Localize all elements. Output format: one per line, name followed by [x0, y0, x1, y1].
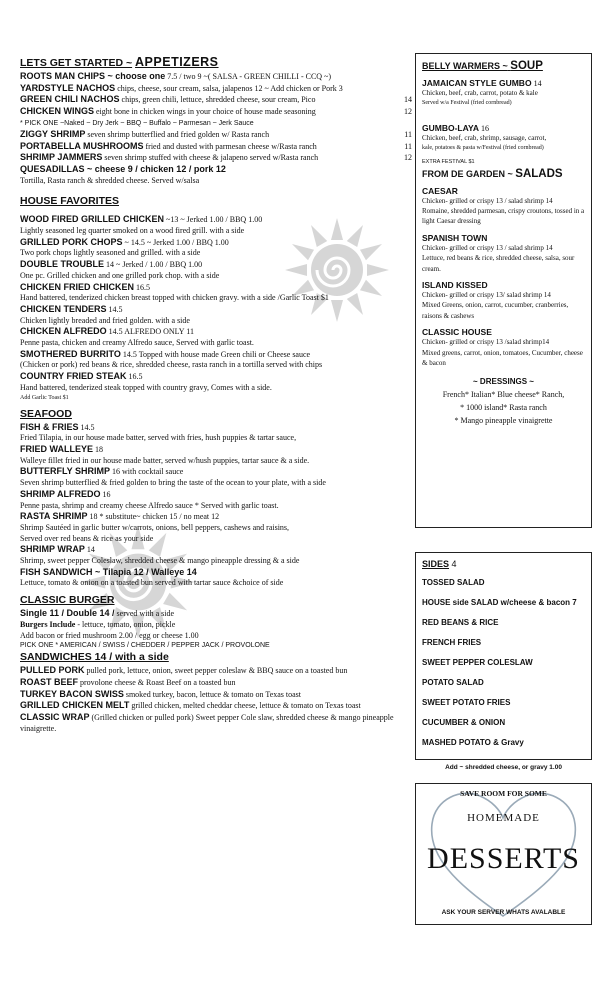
seafood-item-name: FRIED WALLEYE — [20, 443, 94, 454]
desserts-bottom-text: ASK YOUR SERVER WHATS AVALABLE — [441, 909, 566, 916]
house-item-name: SMOTHERED BURRITO — [20, 348, 121, 359]
house-item-name: WOOD FIRED GRILLED CHICKEN — [20, 214, 164, 225]
house-item-desc: (Chicken or pork) red beans & rice, shredded cheese, rasta ranch in a tortilla served with chips — [20, 360, 323, 370]
seafood-item-title — [20, 567, 412, 579]
soup-price: 16 — [479, 123, 489, 133]
side-item: MASHED POTATO & Gravy — [422, 738, 524, 747]
seafood-item-desc: Fried Tilapia, in our house made batter, served with fries, hush puppies & tartar sauce, — [20, 433, 297, 443]
quesadilla-desc: Tortilla, Rasta ranch & shredded cheese. Served w/salsa — [20, 175, 200, 185]
soup-desc2: Served w/a Festival (fried cornbread) — [422, 100, 512, 107]
burger-line1 — [20, 608, 412, 620]
dressing-line: * Mango pineapple vinaigrette — [454, 415, 553, 425]
burger-includes — [20, 620, 412, 631]
sandwich-text — [20, 677, 412, 689]
soup-heading — [422, 60, 585, 72]
house-item-desc: Lightly seasoned leg quarter smoked on a wood fired grill. with a side — [20, 226, 245, 236]
seafood-item-desc: Penne pasta, shrimp and creamy cheese Alfredo sauce * Served with garlic toast. — [20, 500, 279, 510]
salad-desc: Lettuce, red beans & rice, shredded cheese, salsa, sour cream. — [422, 254, 575, 273]
salad-price: Chicken- grilled or crispy 13 / salad shrimp 14 — [422, 196, 553, 205]
appetizer-desc: chips, green chili, lettuce, shredded cheese, sour cream, Pico — [119, 95, 316, 105]
appetizer-name: SHRIMP JAMMERS — [20, 152, 103, 163]
appetizers-heading — [20, 55, 412, 69]
side-item: CUCUMBER & ONION — [422, 718, 506, 727]
salad-desc: Mixed Greens, onion, carrot, cucumber, cranberries, raisons & cashews — [422, 301, 569, 320]
side-item: SWEET POTATO FRIES — [422, 698, 511, 707]
appetizer-row — [20, 83, 412, 95]
salads-heading-title: SALADS — [515, 167, 563, 180]
sandwiches-list — [20, 665, 412, 734]
soup-list — [422, 78, 585, 154]
sandwich-name: CLASSIC WRAP — [20, 712, 90, 723]
seafood-item-name: FISH & FRIES — [20, 421, 79, 432]
house-item-desc: Hand battered, tenderized chicken breast topped with chicken gravy. with a side /Garlic Toast $1 — [20, 293, 329, 303]
desserts-box — [415, 783, 592, 925]
appetizer-name: QUESADILLAS ~ cheese 9 / chicken 12 / pork 12 — [20, 163, 226, 174]
sandwich-text — [20, 700, 412, 712]
desserts-top-text: SAVE ROOM FOR SOME — [460, 789, 547, 798]
seafood-item-suffix: 14 — [84, 545, 95, 555]
house-item-title-row — [20, 349, 412, 361]
house-item-suffix: 16.5 — [126, 372, 143, 382]
appetizer-price: 12 — [404, 107, 412, 117]
appetizer-text — [20, 94, 392, 106]
extra-festival: EXTRA FESTIVAL $1 — [422, 158, 475, 165]
seafood-item-desc: Walleye fillet fried in our house made batter, served w/hush puppies, tartar sauce & a side. — [20, 455, 310, 465]
seafood-item-desc: Shrimp Sautéed in garlic butter w/carrots, onions, bell peppers, cashews and raisins, — [20, 522, 290, 532]
appetizers-list — [20, 71, 412, 176]
seafood-item-title — [20, 544, 412, 556]
burger-cheese-pick: PICK ONE * AMERICAN / SWISS / CHEDDER / PEPPER JACK / PROVOLONE — [20, 642, 270, 650]
seafood-item-suffix: 18 * substitute~ chicken 15 / no meat 12 — [87, 512, 220, 522]
house-item-title — [20, 237, 412, 249]
dressing-line: French* Italian* Blue cheese* Ranch, — [442, 389, 565, 399]
soup-name-row — [422, 123, 585, 133]
appetizer-row — [20, 141, 412, 153]
sandwich-row — [20, 665, 412, 677]
house-item-title-row — [20, 304, 412, 316]
seafood-item-name: FISH SANDWICH ~ Tilapia 12 / Walleye 14 — [20, 566, 197, 577]
burger-includes-text: - lettuce, tomato, onion, pickle — [75, 619, 176, 629]
appetizer-desc: seven shrimp butterflied and fried golden w/ Rasta ranch — [85, 129, 270, 139]
appetizer-desc: 7.5 / two 9 ~( SALSA - GREEN CHILLI - CCQ ~) — [165, 72, 332, 81]
appetizer-text — [20, 152, 392, 164]
salads-heading-pre: FROM DE GARDEN ~ — [422, 168, 513, 179]
appetizer-row — [20, 129, 412, 141]
side-item: TOSSED SALAD — [422, 578, 485, 587]
burger-addon: Add bacon or fried mushroom 2.00 / egg or cheese 1.00 — [20, 630, 199, 640]
seafood-item-desc: Shrimp, sweet pepper Coleslaw, shredded cheese & mango pineapple dressing & a side — [20, 556, 300, 566]
sandwich-text — [20, 712, 412, 734]
appetizer-name: ROOTS MAN CHIPS ~ choose one — [20, 71, 166, 81]
soup-desc: Chicken, beef, crab, carrot, potato & kale — [422, 89, 538, 97]
seafood-item-title-row — [20, 466, 412, 478]
house-item-title — [20, 214, 412, 226]
seafood-item-title-row — [20, 489, 412, 501]
house-item-name: CHICKEN ALFREDO — [20, 326, 107, 337]
appetizer-row — [20, 106, 412, 118]
house-item-title — [20, 259, 412, 271]
salads-heading — [422, 168, 585, 180]
appetizer-desc: eight bone in chicken wings in your choice of house made seasoning — [94, 107, 316, 117]
appetizer-text — [20, 129, 392, 141]
seafood-item-title-row — [20, 567, 412, 579]
appetizer-price: 12 — [404, 153, 412, 163]
sides-heading — [422, 559, 585, 569]
side-item: POTATO SALAD — [422, 678, 484, 687]
seafood-item-name: SHRIMP WRAP — [20, 544, 85, 555]
house-item-name: GRILLED PORK CHOPS — [20, 236, 123, 247]
house-item-title — [20, 282, 412, 294]
sides-price: 4 — [451, 559, 457, 569]
sandwich-row — [20, 700, 412, 712]
seafood-item-title-row — [20, 544, 412, 556]
house-item-title-row — [20, 282, 412, 294]
sandwich-row — [20, 677, 412, 689]
appetizer-text — [20, 164, 392, 176]
house-item-title — [20, 349, 412, 361]
sandwich-desc: pulled pork, lettuce, onion, sweet pepper coleslaw & BBQ sauce on a toasted bun — [84, 666, 348, 676]
appetizer-text — [20, 118, 392, 129]
soup-heading-title: SOUP — [510, 60, 543, 72]
burger-heading: CLASSIC BURGER — [20, 594, 115, 607]
dressings-heading: ~ DRESSINGS ~ — [473, 376, 534, 386]
appetizer-text — [20, 71, 392, 83]
sides-box — [415, 552, 592, 760]
house-item-desc: Hand battered, tenderized steak topped with country gravy, Comes with a side. — [20, 382, 272, 392]
house-item-title — [20, 371, 412, 383]
salad-name: CLASSIC HOUSE — [422, 327, 492, 338]
appetizer-price: 14 — [404, 95, 412, 105]
garlic-toast-note: Add Garlic Toast $1 — [20, 394, 69, 401]
seafood-list — [20, 422, 412, 590]
house-item-name: DOUBLE TROUBLE — [20, 259, 104, 270]
sandwich-name: PULLED PORK — [20, 665, 85, 676]
desserts-title: DESSERTS — [427, 842, 580, 875]
soup-name: GUMBO-LAYA — [422, 122, 479, 133]
house-item-title — [20, 304, 412, 316]
side-item: SWEET PEPPER COLESLAW — [422, 658, 533, 667]
house-item-suffix: 14.5 ALFREDO ONLY 11 — [106, 327, 194, 337]
seafood-item-suffix: 16 — [100, 489, 111, 499]
appetizer-name: GREEN CHILI NACHOS — [20, 94, 120, 105]
seafood-item-title — [20, 489, 412, 501]
sandwiches-heading: SANDWICHES 14 / with a side — [20, 651, 169, 664]
dressing-line: * 1000 island* Rasta ranch — [460, 402, 547, 412]
soup-price: 14 — [531, 79, 542, 88]
side-item: HOUSE side SALAD w/cheese & bacon 7 — [422, 598, 577, 607]
side-item: FRENCH FRIES — [422, 638, 482, 647]
sides-note: Add ~ shredded cheese, or gravy 1.00 — [445, 764, 562, 771]
salad-list — [422, 186, 585, 369]
house-favorites-heading: HOUSE FAVORITES — [20, 195, 119, 208]
salad-price: Chicken- grilled or crispy 13 / salad shrimp 14 — [422, 243, 553, 252]
house-item-name: CHICKEN FRIED CHICKEN — [20, 281, 135, 292]
salad-name: ISLAND KISSED — [422, 280, 488, 291]
house-item-suffix: 16.5 — [134, 282, 151, 292]
seafood-item-desc: Lettuce, tomato & onion on a toasted bun served with tartar sauce &choice of side — [20, 578, 284, 588]
sandwich-text — [20, 665, 412, 677]
appetizer-name: CHICKEN WINGS — [20, 106, 94, 117]
appetizer-text — [20, 141, 392, 153]
menu-left-column — [20, 55, 412, 734]
soup-desc: Chicken, beef, crab, shrimp, sausage, carrot, — [422, 133, 547, 142]
seafood-item-title — [20, 466, 412, 478]
house-item-desc: Chicken lightly breaded and fried golden. with a side — [20, 315, 190, 325]
appetizer-name: YARDSTYLE NACHOS — [20, 82, 116, 93]
appetizer-desc: * PICK ONE ~Naked ~ Dry Jerk ~ BBQ ~ Buffalo ~ Parmesan ~ Jerk Sauce — [20, 119, 254, 127]
seafood-item-title-row — [20, 444, 412, 456]
house-item-desc: Penne pasta, chicken and creamy Alfredo sauce, Served with garlic toast. — [20, 338, 254, 348]
sides-list — [422, 573, 585, 753]
appetizer-price: 11 — [404, 141, 412, 151]
appetizer-row — [20, 118, 412, 129]
seafood-item-title-row — [20, 422, 412, 434]
dressings-list — [422, 388, 585, 427]
appetizers-heading-pre: LETS GET STARTED ~ — [20, 57, 133, 69]
seafood-item-title — [20, 444, 412, 456]
sandwich-name: GRILLED CHICKEN MELT — [20, 700, 130, 711]
seafood-item-desc: Seven shrimp butterflied & fried golden to bring the taste of the ocean to your plate, with a side — [20, 478, 326, 488]
appetizer-name: PORTABELLA MUSHROOMS — [20, 140, 144, 151]
salad-name: SPANISH TOWN — [422, 232, 488, 243]
appetizer-desc: seven shrimp stuffed with cheese & jalapeno served w/Rasta ranch — [102, 153, 319, 163]
seafood-item-name: SHRIMP ALFREDO — [20, 488, 101, 499]
sandwich-text — [20, 689, 412, 701]
sandwich-desc: (Grilled chicken or pulled pork) Sweet pepper Cole slaw, shredded cheese & mango pineapple vinaigrette. — [20, 713, 394, 733]
house-favorites-list — [20, 214, 412, 393]
sandwich-desc: provolone cheese & Roast Beef on a toasted bun — [78, 677, 236, 687]
appetizer-desc: chips, cheese, sour cream, salsa, jalapenos 12 ~ Add chicken or Pork 3 — [115, 83, 343, 93]
house-item-suffix: 14.5 — [106, 304, 123, 314]
seafood-item-suffix: 16 with cocktail sauce — [110, 467, 184, 477]
house-item-desc: One pc. Grilled chicken and one grilled pork chop. with a side — [20, 270, 220, 280]
appetizer-row — [20, 152, 412, 164]
appetizer-price: 11 — [404, 129, 412, 139]
soup-salads-box — [415, 53, 592, 528]
house-item-title-row — [20, 214, 412, 226]
seafood-item-name: BUTTERFLY SHRIMP — [20, 466, 111, 477]
salad-price: Chicken- grilled or crispy 13/ salad shrimp 14 — [422, 291, 551, 300]
appetizer-text — [20, 106, 392, 118]
seafood-item-suffix: 14.5 — [78, 422, 95, 432]
sides-heading-title: SIDES — [422, 559, 450, 569]
soup-name-row — [422, 78, 585, 88]
seafood-item-title — [20, 511, 412, 523]
house-item-title-row — [20, 237, 412, 249]
appetizers-heading-title: APPETIZERS — [135, 55, 219, 69]
sandwich-name: ROAST BEEF — [20, 676, 79, 687]
salad-price: Chicken- grilled or crispy 13 /salad shrimp14 — [422, 338, 550, 347]
sandwich-row — [20, 712, 412, 734]
house-item-suffix: ~ 14.5 ~ Jerked 1.00 / BBQ 1.00 — [122, 237, 229, 247]
house-item-suffix: ~13 ~ Jerked 1.00 / BBQ 1.00 — [164, 215, 263, 225]
house-item-suffix: 14.5 Topped with house made Green chili or Cheese sauce — [120, 349, 311, 359]
burger-includes-label: Burgers Include — [20, 619, 76, 629]
seafood-item-desc: Served over red beans & rice as your side — [20, 533, 154, 543]
salad-desc: Mixed greens, carrot, onion, tomatoes, Cucumber, cheese & bacon — [422, 348, 583, 368]
burger-sizes: Single 11 / Double 14 / — [20, 608, 115, 619]
burger-served: served with a side — [114, 609, 175, 619]
house-item-name: COUNTRY FRIED STEAK — [20, 371, 127, 382]
seafood-item-title — [20, 422, 412, 434]
sandwich-name: TURKEY BACON SWISS — [20, 688, 124, 699]
house-item-title-row — [20, 371, 412, 383]
seafood-heading: SEAFOOD — [20, 407, 72, 420]
appetizer-row — [20, 94, 412, 106]
seafood-item-title-row — [20, 511, 412, 523]
appetizer-text — [20, 83, 392, 95]
soup-desc2: kale, potatoes & pasta w/Festival (fried cornbread) — [422, 145, 544, 152]
sandwich-desc: grilled chicken, melted cheddar cheese, lettuce & tomato on Texas toast — [129, 701, 361, 711]
house-item-title-row — [20, 259, 412, 271]
house-item-name: CHICKEN TENDERS — [20, 303, 107, 314]
house-item-desc: Two pork chops lightly seasoned and grilled. with a side — [20, 248, 201, 258]
house-item-title-row — [20, 326, 412, 338]
desserts-homemade: HOMEMADE — [467, 812, 540, 824]
appetizer-desc: fried and dusted with parmesan cheese w/Rasta ranch — [143, 141, 317, 151]
seafood-item-name: RASTA SHRIMP — [20, 511, 88, 522]
appetizer-row — [20, 71, 412, 83]
sandwich-row — [20, 689, 412, 701]
salad-desc: Romaine, shredded parmesan, crispy croutons, tossed in a light Caesar dressing — [422, 207, 585, 226]
appetizer-name: ZIGGY SHRIMP — [20, 128, 86, 139]
seafood-item-suffix: 18 — [93, 444, 104, 454]
side-item: RED BEANS & RICE — [422, 618, 499, 627]
soup-name: JAMAICAN STYLE GUMBO — [422, 78, 532, 88]
house-item-suffix: 14 ~ Jerked / 1.00 / BBQ 1.00 — [104, 260, 203, 270]
house-item-title — [20, 326, 412, 338]
sandwich-desc: smoked turkey, bacon, lettuce & tomato on Texas toast — [123, 689, 302, 699]
soup-heading-pre: BELLY WARMERS ~ — [422, 61, 508, 71]
appetizer-row — [20, 164, 412, 176]
salad-name: CAESAR — [422, 185, 458, 196]
